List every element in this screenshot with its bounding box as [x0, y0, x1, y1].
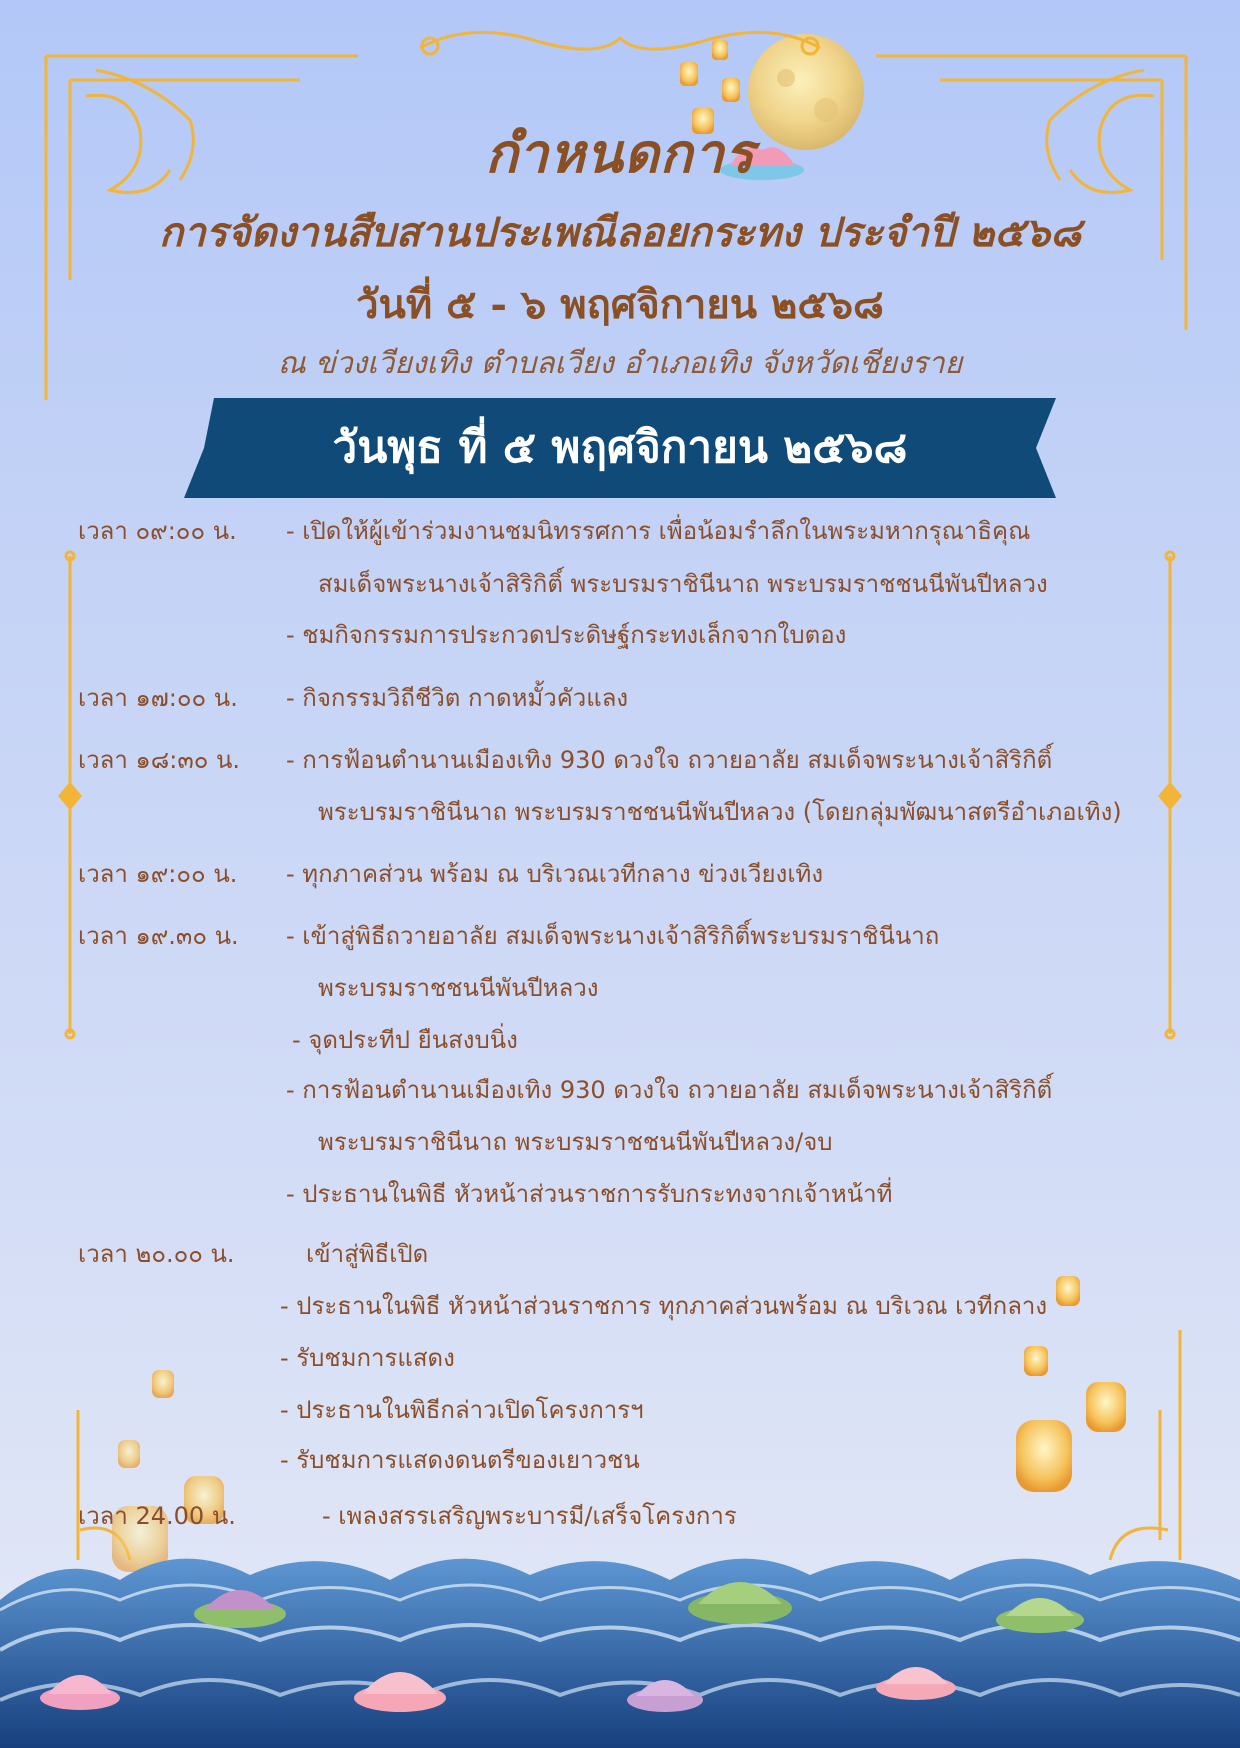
schedule-item: สมเด็จพระนางเจ้าสิริกิติ์ พระบรมราชินีนาถ พระบรมราชชนนีพันปีหลวง: [318, 570, 1048, 598]
schedule-time: เวลา ๑๘:๓๐ น.: [78, 746, 241, 774]
schedule-item: - จุดประทีป ยืนสงบนิ่ง: [292, 1026, 518, 1054]
schedule-time: เวลา ๑๗:๐๐ น.: [78, 684, 238, 712]
schedule-item: - รับชมการแสดงดนตรีของเยาวชน: [280, 1446, 640, 1474]
schedule-item: - กิจกรรมวิถีชีวิต กาดหมั้วคัวแลง: [286, 684, 629, 712]
schedule-item: - ทุกภาคส่วน พร้อม ณ บริเวณเวทีกลาง ข่วงเวียงเทิง: [286, 860, 824, 888]
schedule-item: - ชมกิจกรรมการประกวดประดิษฐ์กระทงเล็กจากใบตอง: [286, 621, 847, 649]
schedule-item: พระบรมราชินีนาถ พระบรมราชชนนีพันปีหลวง/จบ: [318, 1128, 833, 1156]
event-subtitle: การจัดงานสืบสานประเพณีลอยกระทง ประจำปี ๒๕๖๘: [159, 209, 1081, 256]
schedule-time: เวลา ๒๐.๐๐ น.: [78, 1240, 235, 1268]
schedule-item: - ประธานในพิธี หัวหน้าส่วนราชการ ทุกภาคส่วนพร้อม ณ บริเวณ เวทีกลาง: [280, 1292, 1048, 1320]
schedule-time: เวลา ๐๙:๐๐ น.: [78, 517, 237, 545]
event-dates: วันที่ ๕ - ๖ พฤศจิกายน ๒๕๖๘: [356, 281, 884, 328]
page-title: กำหนดการ: [485, 121, 755, 185]
schedule-item: - เปิดให้ผู้เข้าร่วมงานชมนิทรรศการ เพื่อน้อมรำลึกในพระมหากรุณาธิคุณ: [286, 517, 1031, 545]
schedule-item: พระบรมราชชนนีพันปีหลวง: [318, 974, 599, 1002]
schedule-time: เวลา ๑๙:๐๐ น.: [78, 860, 238, 888]
schedule-item: - เพลงสรรเสริญพระบารมี/เสร็จโครงการ: [322, 1502, 737, 1530]
schedule-item: - การฟ้อนตำนานเมืองเทิง 930 ดวงใจ ถวายอาลัย สมเด็จพระนางเจ้าสิริกิติ์: [286, 1076, 1053, 1104]
event-venue: ณ ข่วงเวียงเทิง ตำบลเวียง อำเภอเทิง จังหวัดเชียงราย: [277, 346, 963, 381]
schedule-time: เวลา ๑๙.๓๐ น.: [78, 922, 239, 950]
schedule-item: เข้าสู่พิธีเปิด: [306, 1240, 429, 1268]
schedule-item: - เข้าสู่พิธีถวายอาลัย สมเด็จพระนางเจ้าสิริกิติ์พระบรมราชินีนาถ: [286, 922, 940, 950]
date-banner-text: วันพุธ ที่ ๕ พฤศจิกายน ๒๕๖๘: [332, 422, 908, 473]
schedule-time: เวลา 24.00 น.: [78, 1502, 236, 1530]
schedule-item: - การฟ้อนตำนานเมืองเทิง 930 ดวงใจ ถวายอาลัย สมเด็จพระนางเจ้าสิริกิติ์: [286, 746, 1053, 774]
schedule-item: - รับชมการแสดง: [280, 1344, 455, 1372]
schedule-item: พระบรมราชินีนาถ พระบรมราชชนนีพันปีหลวง (โดยกลุ่มพัฒนาสตรีอำเภอเทิง): [318, 798, 1122, 826]
schedule-item: - ประธานในพิธี หัวหน้าส่วนราชการรับกระทงจากเจ้าหน้าที่: [286, 1180, 893, 1208]
schedule-item: - ประธานในพิธีกล่าวเปิดโครงการฯ: [280, 1396, 644, 1424]
